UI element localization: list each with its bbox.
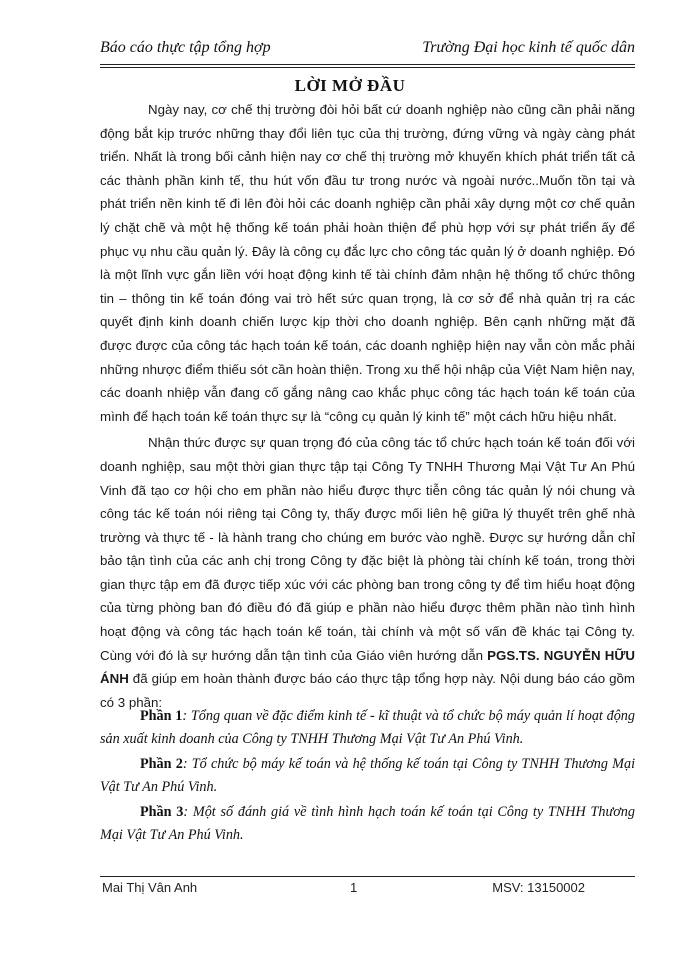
- page-title: LỜI MỞ ĐẦU: [294, 76, 406, 95]
- footer-author: Mai Thị Vân Anh: [102, 880, 198, 895]
- part-description: Tổng quan về đặc điểm kinh tế - kĩ thuật và tổ chức bộ máy quản lí hoạt động sản xuất kinh doanh của Công ty TNHH Thương Mại Vật Tư An Phú Vinh.: [100, 708, 635, 747]
- footer-divider: [100, 876, 635, 877]
- paragraph-text-before: Nhận thức được sự quan trọng đó của công tác tổ chức hạch toán kế toán đối với doanh nghiệp, sau một thời gian thực tập tại Công Ty TNHH Thương Mại Vật Tư An Phú Vinh đã tạo cơ hội cho em phần nào hiểu được thực tiễn công tác quản lý nói chung và công tác kế toán nói riêng tại Công ty, thấy được mối liên hệ giữa lý thuyết trên ghế nhà trường và thực tế - là hành trang cho chúng em bước vào nghề. Được sự hướng dẫn chỉ bảo tận tình của các anh chị trong Công ty đặc biệt là phòng tài chính kế toán, trong thời gian thực tập em đã được tiếp xúc với các phòng ban trong công ty để tìm hiểu hoạt động của từng phòng ban đó điều đó đã giúp e phần nào hiểu được thêm phần nào tình hình hoạt động và công tác hạch toán kế toán, tài chính và một số vấn đề khác tại Công ty. Cùng với đó là sự hướng dẫn tận tình của Giáo viên hướng dẫn: [100, 435, 635, 663]
- header-report-title: Báo cáo thực tập tổng hợp: [100, 39, 271, 56]
- advisor-name: PGS.TS. NGUYỄN HỮU ÁNH: [100, 647, 635, 687]
- awareness-paragraph: [100, 431, 635, 714]
- part-item: Phần 3: Một số đánh giá về tình hình hạch toán kế toán tại Công ty TNHH Thương Mại Vật Tư An Phú Vinh.: [100, 804, 635, 843]
- page-header: [100, 39, 635, 57]
- part-description: Tổ chức bộ máy kế toán và hệ thống kế toán tại Công ty TNHH Thương Mại Vật Tư An Phú Vinh.: [100, 756, 636, 795]
- student-id: MSV: 13150002: [492, 880, 585, 895]
- part-label: Phần 1: [140, 708, 183, 724]
- header-university: Trường Đại học kinh tế quốc dân: [422, 39, 635, 56]
- paragraph-text-after: đã giúp em hoàn thành được báo cáo thực tập tổng hợp này. Nội dung báo cáo gồm có 3 phần:: [100, 671, 635, 710]
- page-number: 1: [350, 880, 358, 895]
- part-label: Phần 3: [140, 804, 184, 820]
- part-item: Phần 2: Tổ chức bộ máy kế toán và hệ thống kế toán tại Công ty TNHH Thương Mại Vật Tư An Phú Vinh.: [100, 756, 636, 795]
- intro-paragraph: Ngày nay, cơ chế thị trường đòi hỏi bất cứ doanh nghiệp nào cũng cần phải năng động bắt kịp trước những thay đổi liên tục của thị trường, đứng vững và ngày càng phát triển. Nhất là trong bối cảnh hiện nay cơ chế thị trường mở khuyến khích phát triển tất cả các thành phần kinh tế, thu hút vốn đầu tư trong nước và ngoài nước..Muốn tồn tại và phát triển nền kinh tế đi lên đòi hỏi các doanh nghiệp cần phải xây dựng một cơ chế quản lý chặt chẽ và một hệ thống kế toán phải hoàn thiện để phù hợp với sự phát triển ấy để phục vụ nhu cầu quản lý. Đây là công cụ đắc lực cho công tác quản lý ở doanh nghiệp. Đó là một lĩnh vực gắn liền với hoạt động kinh tế tài chính đảm nhận hệ thống tổ chức thông tin – thông tin kế toán đóng vai trò hết sức quan trọng, là cơ sở để nhà quản trị ra các quyết định kinh doanh chiến lược kịp thời cho doanh nghiệp. Bên cạnh những mặt đã được được của công tác hạch toán kế toán, các doanh nghiệp hiện nay vẫn còn mắc phải những nhược điểm thiếu sót cần hoàn thiện. Trong xu thế hội nhập của Việt Nam hiện nay, các doanh nhiệp vẫn đang cố gắng nâng cao khắc phục công tác hạch toán kế toán của mình để hạch toán kế toán thực sự là “công cụ quản lý kinh tế” một cách hữu hiệu nhất.: [100, 102, 635, 424]
- part-label: Phần 2: [140, 756, 183, 772]
- part-description: Một số đánh giá về tình hình hạch toán kế toán tại Công ty TNHH Thương Mại Vật Tư An Phú Vinh.: [100, 804, 635, 843]
- header-divider: [100, 64, 635, 68]
- body-text: [100, 98, 635, 714]
- report-parts: [100, 705, 635, 849]
- part-item: Phần 1: Tổng quan về đặc điểm kinh tế - kĩ thuật và tổ chức bộ máy quản lí hoạt động sản xuất kinh doanh của Công ty TNHH Thương Mại Vật Tư An Phú Vinh.: [100, 708, 635, 747]
